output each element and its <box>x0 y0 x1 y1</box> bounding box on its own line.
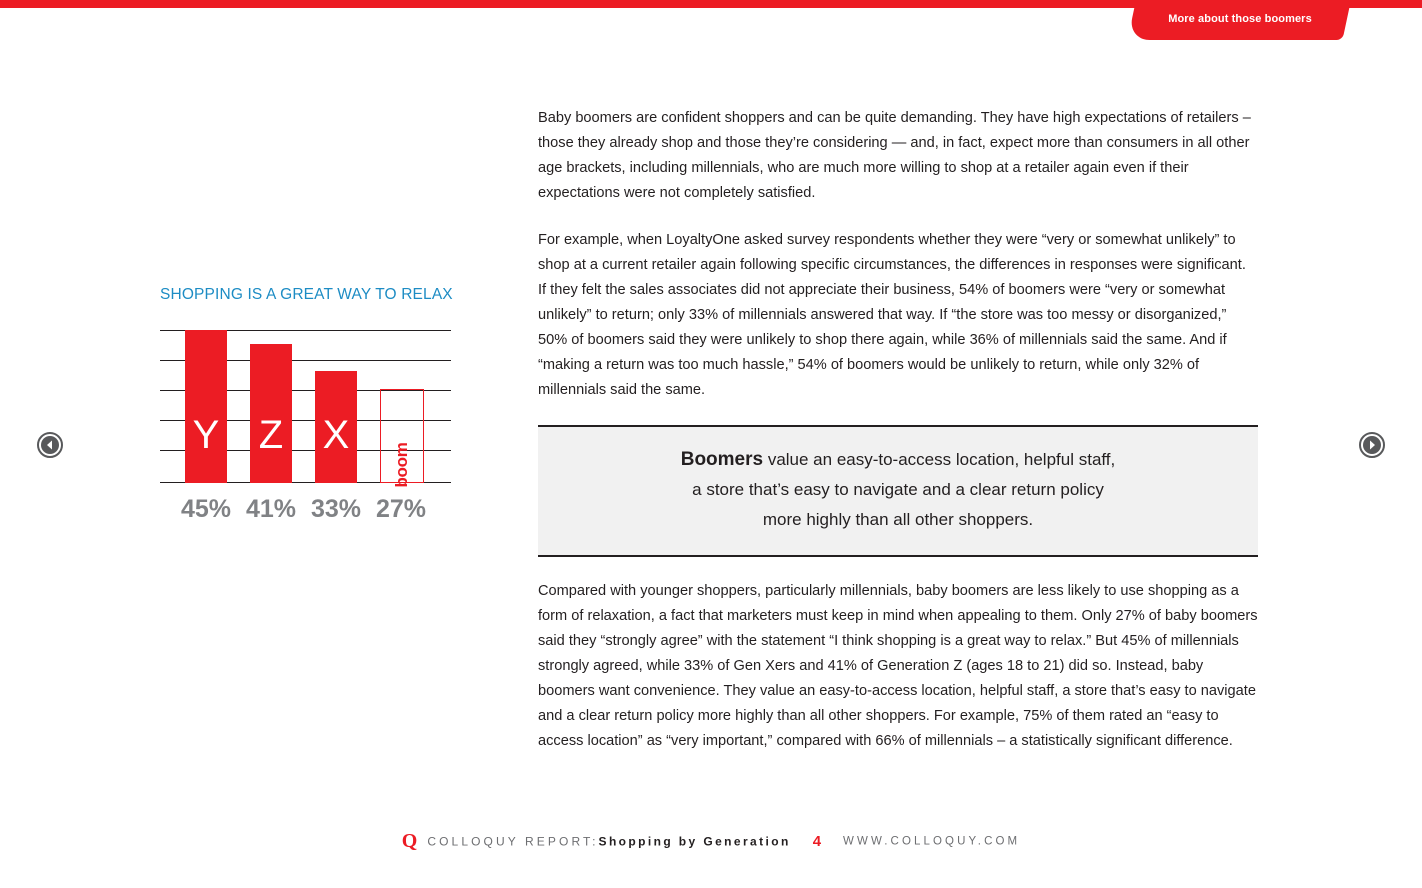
article-body <box>538 106 1258 776</box>
chart-value-z: 41% <box>245 495 297 523</box>
footer-page-number: 4 <box>812 833 822 850</box>
chevron-right-icon <box>1363 436 1381 454</box>
bar-boomers <box>380 389 424 488</box>
next-page-button[interactable] <box>1359 432 1385 458</box>
bar-generation-x <box>315 371 357 483</box>
relax-bar-chart <box>160 286 460 529</box>
chart-value-labels <box>160 495 451 529</box>
footer-url: WWW.COLLOQUY.COM <box>843 835 1021 848</box>
bar-generation-y <box>185 330 227 483</box>
pull-quote-line-3: more highly than all other shoppers. <box>762 510 1034 529</box>
chart-title: SHOPPING IS A GREAT WAY TO RELAX <box>160 286 453 303</box>
pull-quote-lead: Boomers <box>680 449 764 470</box>
colloquy-logo-icon: Q <box>401 830 418 852</box>
pull-quote-line-1 <box>558 445 1238 475</box>
chevron-left-icon <box>41 436 59 454</box>
bar-label-y: Y <box>192 413 220 457</box>
pull-quote <box>538 425 1258 557</box>
bar-label-x: X <box>322 413 350 457</box>
footer-report-title: Shopping by Generation <box>598 834 791 849</box>
pull-quote-line-2: a store that’s easy to navigate and a clear return policy <box>692 480 1104 499</box>
previous-page-button[interactable] <box>37 432 63 458</box>
paragraph-2: For example, when LoyaltyOne asked survey respondents whether they were “very or somewhat unlikely” to shop at a current retailer again following specific circumstances, the differences in responses were significant. If they felt the sales associates did not appreciate their business, 54% of boomers were “very or somewhat unlikely” to return; only 33% of millennials answered that way. If “the store was too messy or disorganized,” 50% of boomers said they were unlikely to shop there again, while 36% of millennials said the same. And if “making a return was too much hassle,” 54% of boomers would be unlikely to return, while only 32% of millennials said the same. <box>538 232 1246 398</box>
bar-generation-z <box>250 344 292 483</box>
pull-quote-line-1-rest: value an easy-to-access location, helpful staff, <box>763 450 1116 469</box>
bar-label-z: Z <box>258 413 284 457</box>
chart-bars <box>160 330 451 488</box>
paragraph-3: Compared with younger shoppers, particularly millennials, baby boomers are less likely to use shopping as a form of relaxation, a fact that marketers must keep in mind when appealing to them. Only 27% of baby boomers said they “strongly agree” with the statement “I think shopping is a great way to relax.” But 45% of millennials strongly agreed, while 33% of Gen Xers and 41% of Generation Z (ages 18 to 21) did so. Instead, baby boomers want convenience. They value an easy-to-access location, helpful staff, a store that’s easy to navigate and a clear return policy more highly than all other shoppers. For example, 75% of them rated an “easy to access location” as “very important,” compared with 66% of millennials – a statistically significant difference. <box>538 583 1258 749</box>
chart-value-x: 33% <box>310 495 362 523</box>
bar-label-boom: boom <box>392 442 411 488</box>
paragraph-1: Baby boomers are confident shoppers and can be quite demanding. They have high expectations of retailers – those they already shop and those they’re considering — and, in fact, expect more than consumers in all other age brackets, including millennials, who are much more willing to shop at a retailer again even if their expectations were not completely satisfied. <box>538 110 1251 201</box>
chart-value-y: 45% <box>180 495 232 523</box>
section-tab-label: More about those boomers <box>1168 13 1312 25</box>
chart-plot-area <box>160 330 451 488</box>
chart-value-boom: 27% <box>375 495 427 523</box>
page-footer <box>0 830 1422 853</box>
footer-report-prefix: COLLOQUY REPORT: <box>427 834 599 849</box>
